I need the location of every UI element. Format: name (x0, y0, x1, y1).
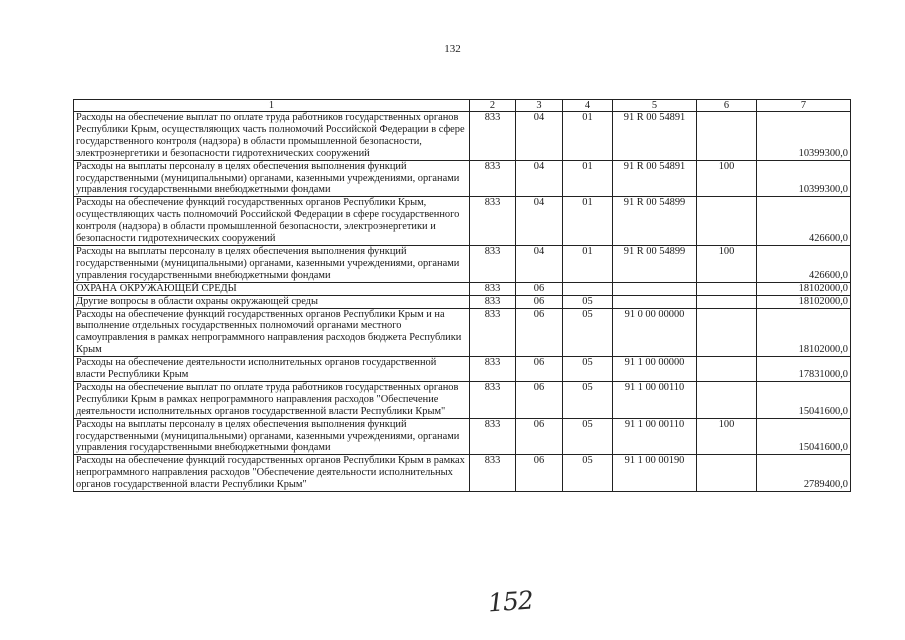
budget-table (73, 99, 851, 492)
table-row (74, 112, 851, 161)
row-ministry-code: 833 (470, 418, 516, 455)
row-amount: 18102000,0 (757, 308, 851, 357)
table-row (74, 455, 851, 492)
row-amount: 426600,0 (757, 245, 851, 282)
row-ministry-code: 833 (470, 357, 516, 382)
header-col-7: 7 (757, 100, 851, 112)
row-expense-type: 100 (697, 245, 757, 282)
row-subsection-code: 05 (563, 295, 613, 308)
handwritten-page-mark: 152 (487, 585, 534, 618)
row-ministry-code: 833 (470, 245, 516, 282)
row-amount: 17831000,0 (757, 357, 851, 382)
row-expense-type (697, 295, 757, 308)
row-ministry-code: 833 (470, 455, 516, 492)
row-name: Расходы на обеспечение выплат по оплате труда работников государственных органов Республики Крым в рамках непрограммного направления расходов "Обеспечение деятельности исполнительных органов государственной власти Республики Крым" (74, 381, 470, 418)
row-expense-type (697, 381, 757, 418)
row-subsection-code: 01 (563, 160, 613, 197)
row-subsection-code: 05 (563, 308, 613, 357)
table-row (74, 197, 851, 246)
header-col-4: 4 (563, 100, 613, 112)
table-row (74, 357, 851, 382)
table-row (74, 295, 851, 308)
row-target-code (613, 282, 697, 295)
row-expense-type (697, 308, 757, 357)
row-target-code: 91 0 00 00000 (613, 308, 697, 357)
row-expense-type (697, 282, 757, 295)
row-subsection-code: 05 (563, 381, 613, 418)
row-target-code: 91 1 00 00110 (613, 418, 697, 455)
row-target-code (613, 295, 697, 308)
table-row (74, 308, 851, 357)
row-ministry-code: 833 (470, 308, 516, 357)
row-subsection-code: 05 (563, 357, 613, 382)
row-name: Расходы на выплаты персоналу в целях обеспечения выполнения функций государственными (муниципальными) органами, казенными учреждениями, органами управления государственными внебюджетными фондами (74, 418, 470, 455)
row-amount: 10399300,0 (757, 112, 851, 161)
row-amount: 18102000,0 (757, 295, 851, 308)
row-name: Расходы на обеспечение выплат по оплате труда работников государственных органов Республики Крым, осуществляющих часть полномочий Российской Федерации в сфере государственного контроля (надзора) в области промышленной безопасности, электроэнергетики и безопасности гидротехнических сооружений (74, 112, 470, 161)
row-name: Расходы на выплаты персоналу в целях обеспечения выполнения функций государственными (муниципальными) органами, казенными учреждениями, органами управления государственными внебюджетными фондами (74, 245, 470, 282)
row-name: Расходы на обеспечение деятельности исполнительных органов государственной власти Республики Крым (74, 357, 470, 382)
row-expense-type (697, 197, 757, 246)
row-amount: 15041600,0 (757, 381, 851, 418)
row-ministry-code: 833 (470, 197, 516, 246)
row-ministry-code: 833 (470, 381, 516, 418)
row-expense-type: 100 (697, 418, 757, 455)
row-section-code: 06 (516, 357, 563, 382)
row-expense-type (697, 455, 757, 492)
header-col-1: 1 (74, 100, 470, 112)
row-name: ОХРАНА ОКРУЖАЮЩЕЙ СРЕДЫ (74, 282, 470, 295)
row-expense-type: 100 (697, 160, 757, 197)
row-target-code: 91 R 00 54891 (613, 112, 697, 161)
row-ministry-code: 833 (470, 282, 516, 295)
row-name: Расходы на обеспечение функций государственных органов Республики Крым, осуществляющих часть полномочий Российской Федерации в сфере государственного контроля (надзора) в области промышленной безопасности, электроэнергетики и безопасности гидротехнических сооружений (74, 197, 470, 246)
row-section-code: 06 (516, 381, 563, 418)
row-subsection-code: 01 (563, 245, 613, 282)
row-target-code: 91 1 00 00110 (613, 381, 697, 418)
row-subsection-code: 05 (563, 418, 613, 455)
row-amount: 426600,0 (757, 197, 851, 246)
row-section-code: 06 (516, 308, 563, 357)
row-name: Другие вопросы в области охраны окружающей среды (74, 295, 470, 308)
row-section-code: 06 (516, 282, 563, 295)
row-target-code: 91 1 00 00000 (613, 357, 697, 382)
row-amount: 10399300,0 (757, 160, 851, 197)
header-col-3: 3 (516, 100, 563, 112)
header-col-5: 5 (613, 100, 697, 112)
row-target-code: 91 R 00 54891 (613, 160, 697, 197)
row-target-code: 91 1 00 00190 (613, 455, 697, 492)
row-target-code: 91 R 00 54899 (613, 197, 697, 246)
table-row (74, 381, 851, 418)
row-section-code: 04 (516, 112, 563, 161)
row-amount: 15041600,0 (757, 418, 851, 455)
row-subsection-code: 01 (563, 197, 613, 246)
table-header-row (74, 100, 851, 112)
row-section-code: 06 (516, 455, 563, 492)
row-amount: 2789400,0 (757, 455, 851, 492)
row-ministry-code: 833 (470, 295, 516, 308)
row-section-code: 04 (516, 197, 563, 246)
row-subsection-code: 01 (563, 112, 613, 161)
row-amount: 18102000,0 (757, 282, 851, 295)
row-section-code: 04 (516, 245, 563, 282)
row-section-code: 06 (516, 418, 563, 455)
header-col-2: 2 (470, 100, 516, 112)
row-ministry-code: 833 (470, 112, 516, 161)
table-row (74, 418, 851, 455)
row-name: Расходы на выплаты персоналу в целях обеспечения выполнения функций государственными (муниципальными) органами, казенными учреждениями, органами управления государственными внебюджетными фондами (74, 160, 470, 197)
row-section-code: 06 (516, 295, 563, 308)
table-row (74, 245, 851, 282)
page-number: 132 (444, 43, 461, 55)
header-col-6: 6 (697, 100, 757, 112)
row-expense-type (697, 112, 757, 161)
row-subsection-code: 05 (563, 455, 613, 492)
table-row (74, 160, 851, 197)
table-row (74, 282, 851, 295)
row-name: Расходы на обеспечение функций государственных органов Республики Крым и на выполнение отдельных государственных полномочий органами местного самоуправления в рамках непрограммного направления расходов бюджета Республики Крым (74, 308, 470, 357)
row-name: Расходы на обеспечение функций государственных органов Республики Крым в рамках непрограммного направления расходов "Обеспечение деятельности исполнительных органов государственной власти Республики Крым" (74, 455, 470, 492)
row-subsection-code (563, 282, 613, 295)
row-expense-type (697, 357, 757, 382)
row-target-code: 91 R 00 54899 (613, 245, 697, 282)
row-ministry-code: 833 (470, 160, 516, 197)
row-section-code: 04 (516, 160, 563, 197)
